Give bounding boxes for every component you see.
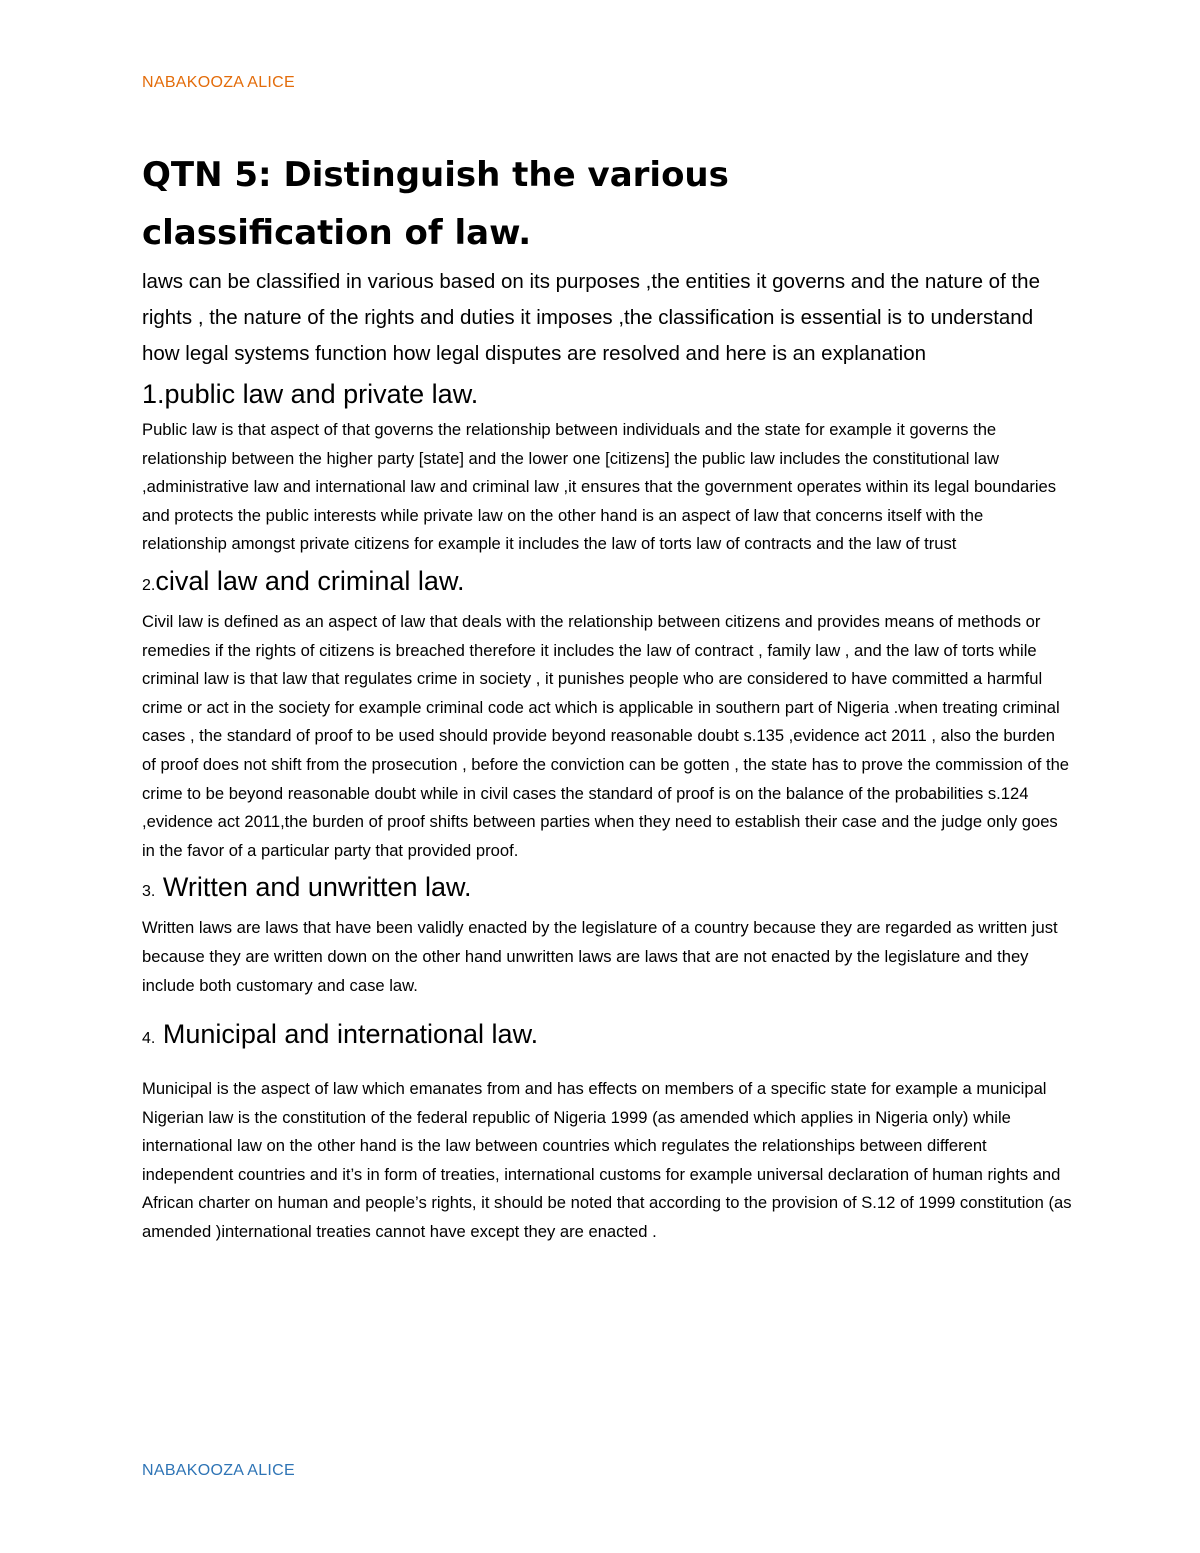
section-title-4: Municipal and international law. bbox=[155, 1019, 539, 1050]
section-body-4: Municipal is the aspect of law which emanates from and has effects on members of a specific state for example a municipal Nigerian law is the constitution of the federal republic of Nigeria 1999 (as amended which applies in Nigeria only) while international law on the other hand is the law between countries which regulates the relationships between different independent countries and it’s in form of treaties, international customs for example universal declaration of human rights and African charter on human and people’s rights, it should be noted that according to the provision of S.12 of 1999 constitution (as amended )international treaties cannot have except they are enacted . bbox=[142, 1079, 1072, 1242]
section-title-1: public law and private law. bbox=[164, 379, 479, 409]
section-body-3: Written laws are laws that have been validly enacted by the legislature of a country because they are regarded as written just because they are written down on the other hand unwritten laws are laws that are not enacted by the legislature and they include both customary and case law. bbox=[142, 918, 1058, 995]
document-body bbox=[142, 146, 1072, 1247]
section-body-2: Civil law is defined as an aspect of law that deals with the relationship between citizens and provides means of methods or remedies if the rights of citizens is breached therefore it includes the law of contract , family law , and the law of torts while criminal law is that law that regulates crime in society , it punishes people who are considered to have committed a harmful crime or act in the society for example criminal code act which is applicable in southern part of Nigeria .when treating criminal cases , the standard of proof to be used should provide beyond reasonable doubt s.135 ,evidence act 2011 , also the burden of proof does not shift from the prosecution , before the conviction can be gotten , the state has to prove the commission of the crime to be beyond reasonable doubt while in civil cases the standard of proof is on the balance of the probabilities s.124 ,evidence act 2011,the burden of proof shifts between parties when they need to establish their case and the judge only goes in the favor of a particular party that provided proof. bbox=[142, 611, 1070, 860]
page-footer: NABAKOOZA ALICE bbox=[142, 1462, 295, 1479]
section-heading-3 bbox=[142, 867, 1072, 912]
section-body-1: Public law is that aspect of that governs the relationship between individuals and the state for example it governs the relationship between the higher party [state] and the lower one [citizens] the public law includes the constitutional law ,administrative law and international law and criminal law ,it ensures that the government operates within its legal boundaries and protects the public interests while private law on the other hand is an aspect of law that concerns itself with the relationship amongst private citizens for example it includes the law of torts law of contracts and the law of trust bbox=[142, 420, 1057, 554]
section-title-3: Written and unwritten law. bbox=[155, 872, 472, 903]
section-number-1: 1. bbox=[142, 379, 165, 409]
section-heading-2 bbox=[142, 561, 1072, 606]
question-title: QTN 5: Distinguish the various classification of law. bbox=[142, 155, 729, 253]
section-number-3: 3. bbox=[142, 883, 156, 901]
section-heading-4 bbox=[142, 1014, 1072, 1059]
section-heading-1 bbox=[142, 374, 1072, 414]
intro-paragraph: laws can be classified in various based on its purposes ,the entities it governs and the nature of the rights , the nature of the rights and duties it imposes ,the classification is essential is to understand how legal systems function how legal disputes are resolved and here is an explanation bbox=[142, 270, 1040, 365]
section-number-2: 2. bbox=[142, 576, 156, 594]
page-header: NABAKOOZA ALICE bbox=[142, 74, 295, 91]
section-title-2: cival law and criminal law. bbox=[155, 565, 465, 596]
section-number-4: 4. bbox=[142, 1030, 156, 1048]
